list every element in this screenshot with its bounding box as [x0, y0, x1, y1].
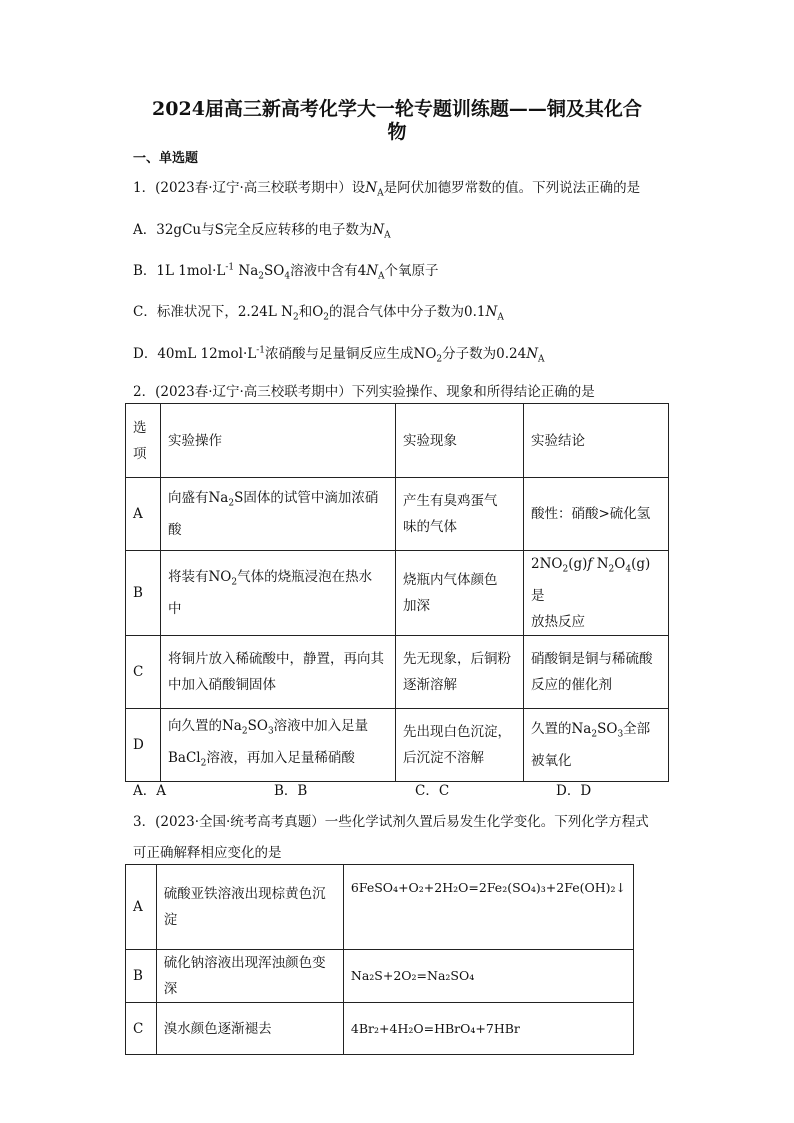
q1-option-a: A．32gCu与S完全反应转移的电子数为$N_A$ — [133, 222, 391, 241]
q3-stem-line2: 可正确解释相应变化的是 — [133, 845, 282, 861]
row-operation: 将装有$NO_2$气体的烧瓶浸泡在热水 中 — [161, 551, 396, 636]
header-conclusion: 实验结论 — [524, 404, 669, 478]
header-option: 选项 — [126, 404, 161, 478]
q1-option-c: C．标准状况下，2.24L $N_2$和$O_2$的混合气体中分子数为$0.1N_A$ — [133, 304, 504, 323]
row-option: D — [126, 708, 161, 781]
row-option: A — [126, 478, 161, 551]
row-phenomenon: 烧瓶内气体颜色 加深 — [396, 551, 524, 636]
table-row — [126, 708, 669, 781]
q1-option-b: B．1L $1mol\cdot L^{-1}$ $Na_2SO_4$溶液中含有$4N_A$个氧原子 — [133, 262, 439, 282]
header-phenomenon: 实验现象 — [396, 404, 524, 478]
table-row — [126, 551, 669, 636]
row-description: 硫酸亚铁溶液出现棕黄色沉淀 — [156, 865, 343, 950]
choice-d[interactable]: D．D — [556, 783, 592, 799]
row-option: C — [126, 1003, 157, 1055]
row-phenomenon: 产生有臭鸡蛋气 味的气体 — [396, 478, 524, 551]
row-option: A — [126, 865, 157, 950]
row-phenomenon: 先出现白色沉淀， 后沉淀不溶解 — [396, 708, 524, 781]
document-title-line2: 物 — [387, 121, 407, 143]
row-conclusion: 酸性：硝酸>硫化氢 — [524, 478, 669, 551]
document-title-line1: 2024届高三新高考化学大一轮专题训练题——铜及其化合 — [152, 98, 642, 120]
section-heading: 一、单选题 — [133, 151, 199, 166]
q2-stem: 2．(2023春·辽宁·高三校联考期中）下列实验操作、现象和所得结论正确的是 — [133, 384, 595, 400]
row-description: 硫化钠溶液出现浑浊颜色变深 — [156, 950, 343, 1003]
choice-a[interactable]: A．A — [133, 783, 166, 799]
row-operation: 将铜片放入稀硫酸中，静置，再向其 中加入硝酸铜固体 — [161, 635, 396, 708]
row-conclusion: $2NO_2(g)f$ $N_2O_4(g)$是 放热反应 — [524, 551, 669, 636]
choice-b[interactable]: B．B — [274, 783, 308, 799]
row-option: C — [126, 635, 161, 708]
q1-option-d: D．40mL $12mol\cdot L^{-1}$浓硝酸与足量铜反应生成$NO_2$分子数为$0.24N_A$ — [133, 345, 545, 365]
row-conclusion: 硝酸铜是铜与稀硫酸 反应的催化剂 — [524, 635, 669, 708]
table-row — [126, 865, 634, 950]
table-row — [126, 478, 669, 551]
row-option: B — [126, 950, 157, 1003]
q3-stem-line1: 3．(2023·全国·统考高考真题）一些化学试剂久置后易发生化学变化。下列化学方程式 — [133, 814, 649, 830]
q2-table — [125, 403, 669, 782]
row-equation: 4Br₂+4H₂O=HBrO₄+7HBr — [343, 1003, 633, 1055]
row-equation: Na₂S+2O₂=Na₂SO₄ — [343, 950, 633, 1003]
q1-stem: 1．(2023春·辽宁·高三校联考期中）设$N_A$是阿伏加德罗常数的值。下列说法正确的是 — [133, 180, 641, 199]
row-operation: 向盛有$Na_2S$固体的试管中滴加浓硝 酸 — [161, 478, 396, 551]
table-row — [126, 1003, 634, 1055]
row-equation: 6FeSO₄+O₂+2H₂O=2Fe₂(SO₄)₃+2Fe(OH)₂↓ — [343, 865, 633, 950]
row-operation: 向久置的$Na_2SO_3$溶液中加入足量 BaCl$_2$溶液，再加入足量稀硝酸 — [161, 708, 396, 781]
table-row — [126, 950, 634, 1003]
q3-table — [125, 864, 634, 1055]
table-row — [126, 635, 669, 708]
header-operation: 实验操作 — [161, 404, 396, 478]
row-description: 溴水颜色逐渐褪去 — [156, 1003, 343, 1055]
row-phenomenon: 先无现象，后铜粉 逐渐溶解 — [396, 635, 524, 708]
row-conclusion: 久置的$Na_2SO_3$全部 被氧化 — [524, 708, 669, 781]
table-header-row — [126, 404, 669, 478]
q2-choices — [133, 779, 697, 799]
row-option: B — [126, 551, 161, 636]
choice-c[interactable]: C．C — [415, 783, 450, 799]
